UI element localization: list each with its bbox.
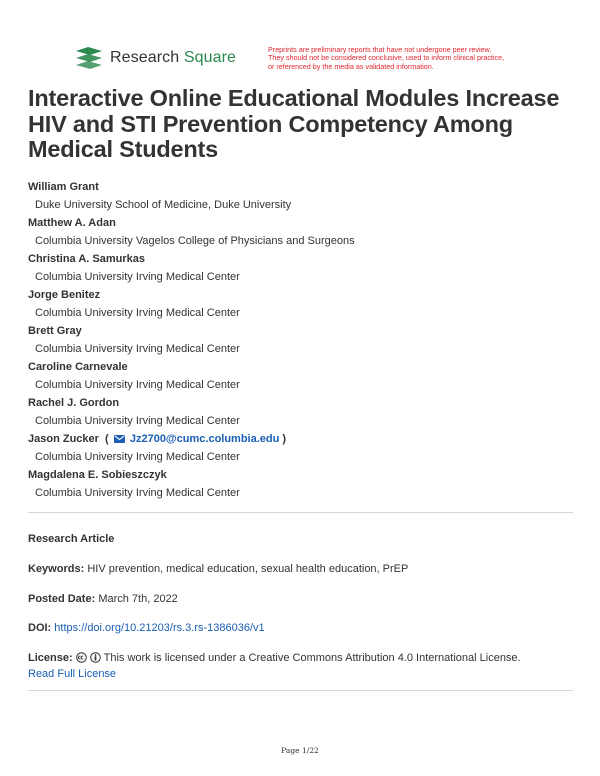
read-full-license-link[interactable]: Read Full License	[28, 668, 117, 680]
research-square-logo[interactable]	[74, 46, 236, 70]
author-affiliation: Columbia University Irving Medical Center	[35, 379, 240, 391]
logo-text	[110, 49, 236, 67]
doi-label: DOI:	[28, 622, 52, 634]
logo-text-square: Square	[183, 49, 237, 66]
logo-text-research: Research	[110, 49, 180, 66]
preprint-notice-line: Preprints are preliminary reports that have not undergone peer review.	[268, 45, 492, 54]
author-affiliation: Columbia University Vagelos College of Physicians and Surgeons	[35, 235, 355, 247]
keywords-value: HIV prevention, medical education, sexual health education, PrEP	[87, 563, 409, 575]
email-close-paren: )	[282, 433, 287, 445]
page-number: Page 1/22	[281, 746, 319, 755]
doi	[28, 622, 265, 634]
article-type: Research Article	[28, 533, 115, 545]
preprint-notice-line: They should not be considered conclusive, used to inform clinical practice,	[268, 53, 505, 63]
mail-icon	[114, 435, 125, 443]
author-affiliation: Columbia University Irving Medical Center	[35, 415, 240, 427]
divider	[28, 690, 573, 691]
keywords-label: Keywords:	[28, 563, 85, 575]
author-affiliation: Columbia University Irving Medical Center	[35, 307, 240, 319]
research-square-logo-icon	[74, 46, 104, 70]
doi-link[interactable]: https://doi.org/10.21203/rs.3.rs-1386036/v1	[54, 622, 265, 634]
attribution-icon	[90, 652, 101, 663]
author-name: Jason Zucker	[28, 433, 99, 445]
corresponding-author	[28, 430, 573, 448]
author-name: Rachel J. Gordon	[28, 397, 120, 409]
author-affiliation: Columbia University Irving Medical Center	[35, 271, 240, 283]
author-name: Magdalena E. Sobieszczyk	[28, 469, 167, 481]
author-affiliation: Columbia University Irving Medical Center	[35, 451, 240, 463]
author-name: Christina A. Samurkas	[28, 253, 145, 265]
author-name: Caroline Carnevale	[28, 361, 128, 373]
email-open-paren: (	[101, 433, 109, 445]
license-label: License:	[28, 652, 73, 664]
license	[28, 652, 521, 664]
author-affiliation: Columbia University Irving Medical Center	[35, 343, 240, 355]
license-text: This work is licensed under a Creative Commons Attribution 4.0 International License.	[103, 652, 521, 664]
posted-date	[28, 593, 178, 605]
creative-commons-icon	[76, 652, 87, 663]
author-affiliation: Columbia University Irving Medical Center	[35, 487, 240, 499]
divider	[28, 512, 573, 513]
paper-title: Interactive Online Educational Modules Increase HIV and STI Prevention Competency Among Medical Students	[28, 85, 560, 162]
author-name: Brett Gray	[28, 325, 82, 337]
posted-date-value: March 7th, 2022	[98, 593, 178, 605]
author-name: Jorge Benitez	[28, 289, 101, 301]
author-affiliation: Duke University School of Medicine, Duke University	[35, 199, 292, 211]
posted-date-label: Posted Date:	[28, 593, 96, 605]
author-list	[28, 178, 573, 502]
preprint-notice-line: or referenced by the media as validated information.	[268, 61, 434, 71]
keywords	[28, 563, 408, 575]
author-name: William Grant	[28, 181, 99, 193]
author-email-link[interactable]: Jz2700@cumc.columbia.edu	[129, 433, 280, 445]
preprint-notice	[268, 46, 538, 71]
author-name: Matthew A. Adan	[28, 217, 116, 229]
